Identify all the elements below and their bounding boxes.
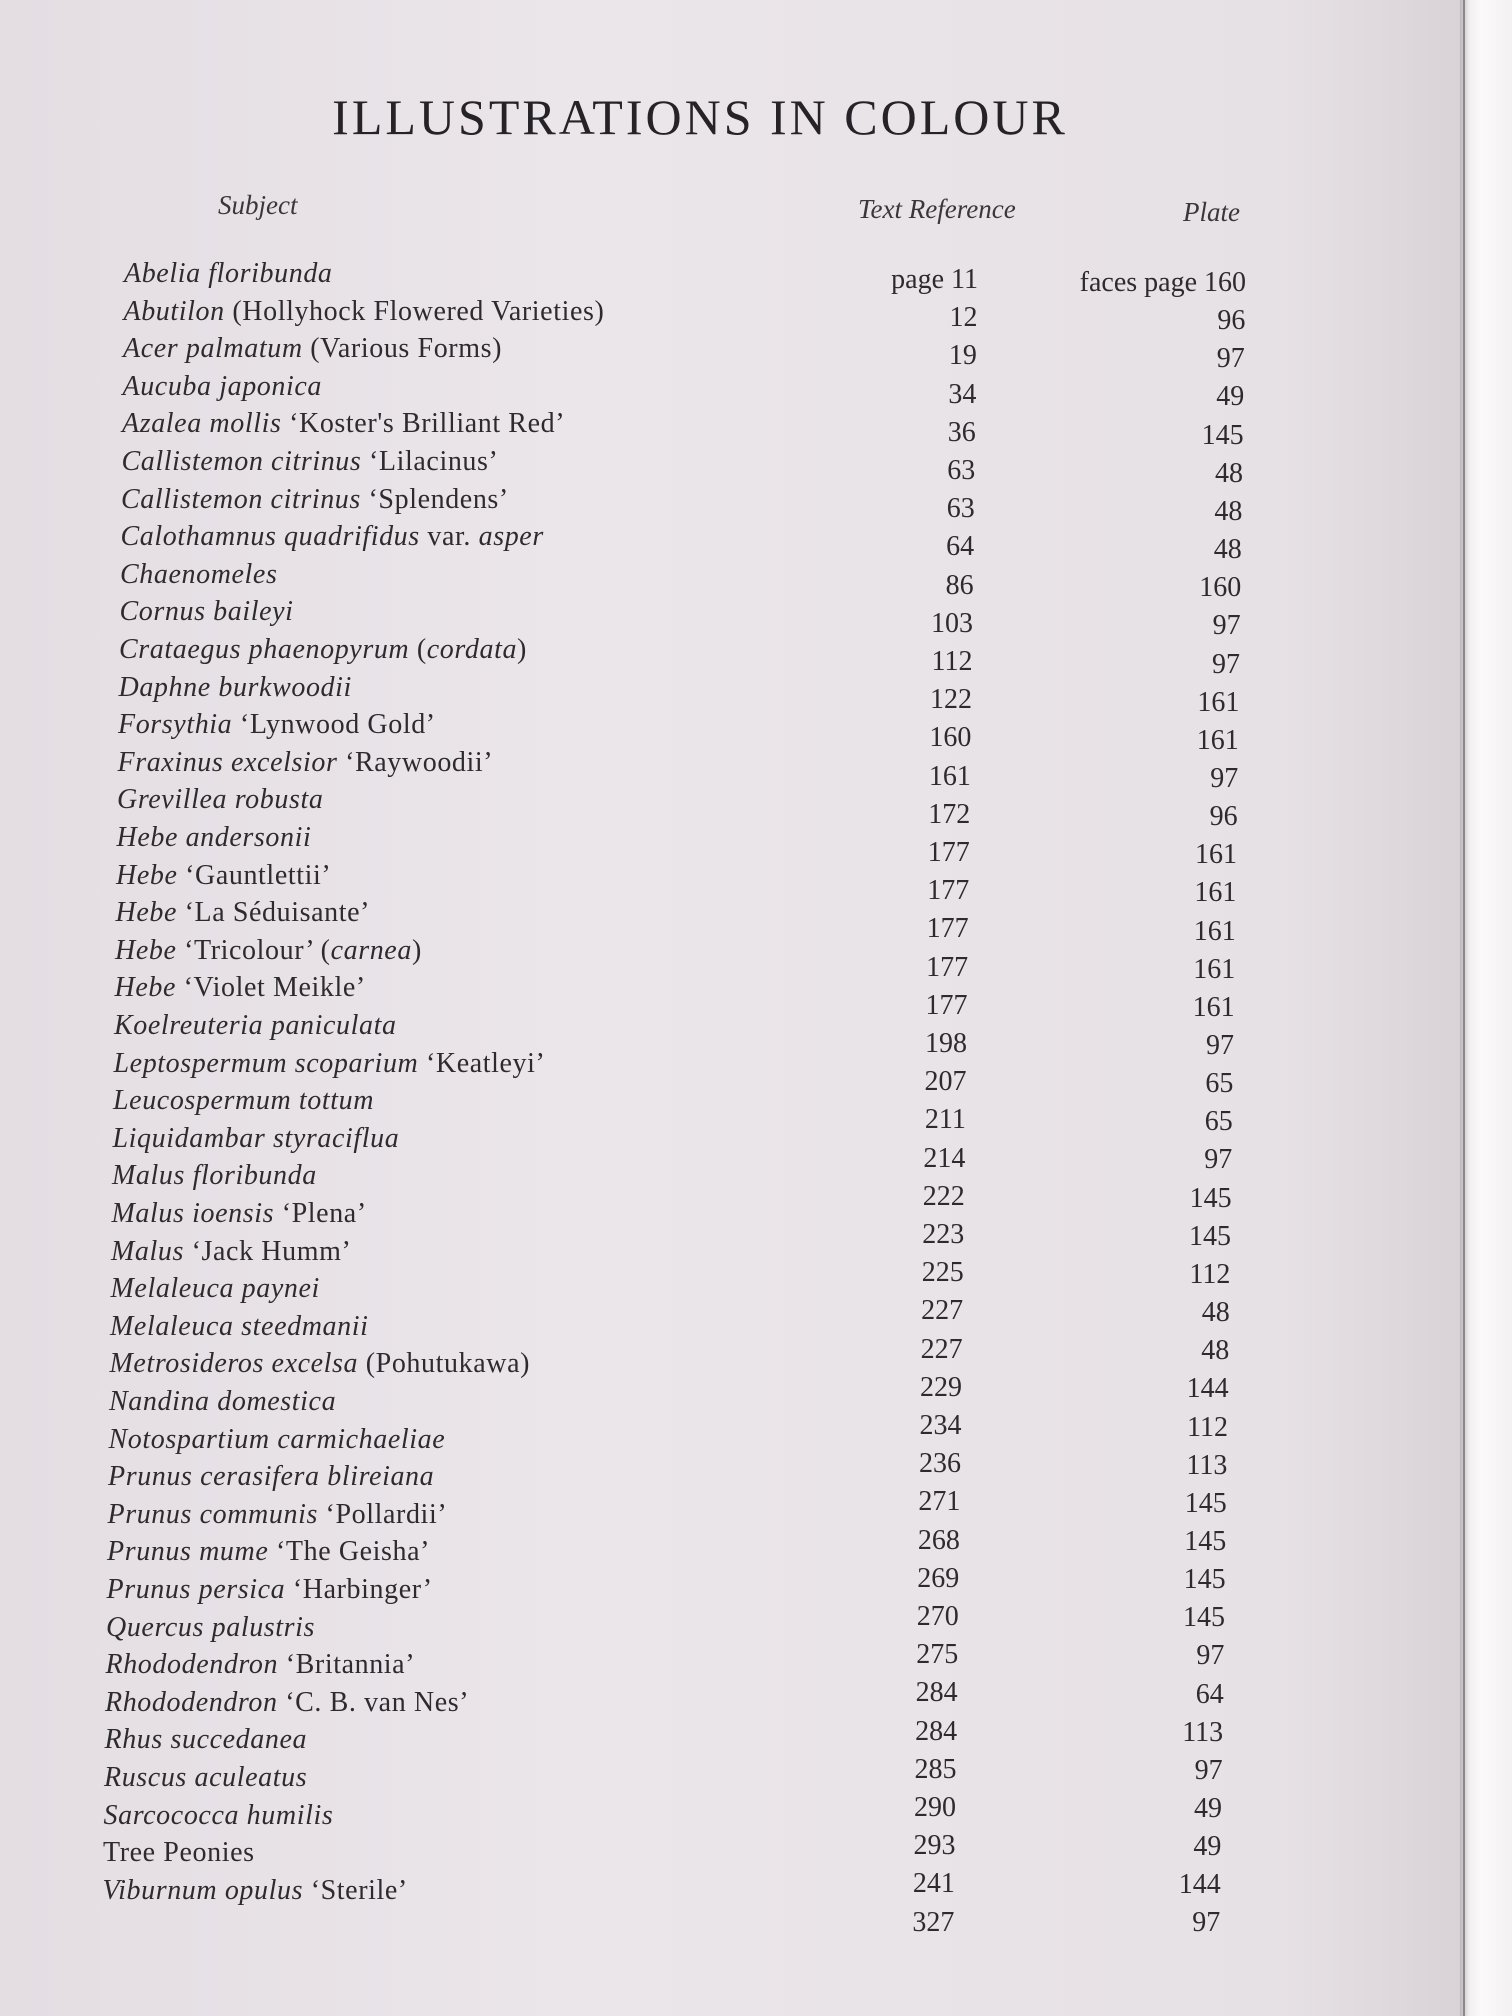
plate-cell: 160 (1199, 572, 1242, 604)
subject-text: ‘The Geisha’ (268, 1536, 431, 1568)
text-reference-cell: 112 (931, 646, 973, 677)
subject-text: ) (411, 934, 422, 966)
plate-cell: 145 (1189, 1220, 1231, 1252)
subject-text: ‘Raywoodii’ (337, 746, 494, 778)
plate-cell: 49 (1194, 1793, 1222, 1824)
subject-text: Notospartium carmichaeliae (108, 1423, 446, 1455)
subject-text: Rhododendron (105, 1686, 278, 1718)
text-reference-cell: 269 (917, 1562, 960, 1594)
subject-text: ‘Sterile’ (303, 1874, 408, 1906)
subject-cell (121, 484, 509, 516)
subject-text: Acer palmatum (123, 333, 303, 365)
plate-cell: 97 (1210, 762, 1239, 794)
subject-text: ) (517, 634, 527, 665)
text-reference-cell: 241 (912, 1868, 955, 1900)
subject-text: Hebe (114, 972, 176, 1004)
subject-cell (105, 1724, 308, 1756)
subject-text: Leptospermum scoparium (113, 1047, 419, 1079)
subject-text: Calothamnus quadrifidus (120, 521, 420, 553)
subject-text: Rhododendron (105, 1649, 279, 1681)
plate-cell: 145 (1183, 1564, 1226, 1596)
subject-text: Malus (111, 1235, 184, 1267)
subject-text: Viburnum opulus (102, 1874, 304, 1906)
text-reference-cell: 19 (948, 340, 977, 372)
subject-text: Koelreuteria paniculata (114, 1010, 397, 1041)
subject-text: (Pohutukawa) (358, 1348, 531, 1380)
subject-text: ‘Violet Meikle’ (175, 972, 366, 1004)
plate-cell: 161 (1197, 686, 1240, 718)
subject-text: Melaleuca steedmanii (110, 1310, 369, 1342)
subject-cell (103, 1875, 408, 1907)
subject-text: Hebe (115, 934, 177, 966)
text-reference-cell: 198 (925, 1028, 967, 1059)
plate-cell: 64 (1195, 1678, 1224, 1710)
subject-cell (111, 1273, 320, 1305)
illustrations-list (0, 256, 1400, 1956)
text-reference-cell: 236 (918, 1448, 961, 1480)
text-reference-cell: 12 (949, 302, 978, 334)
subject-cell (118, 747, 494, 779)
subject-text: ( (409, 634, 427, 665)
text-reference-cell: 285 (914, 1753, 957, 1785)
subject-text: Liquidambar styraciflua (112, 1122, 400, 1154)
subject-cell (122, 408, 565, 440)
subject-cell (120, 596, 294, 628)
text-reference-cell: 63 (947, 455, 976, 486)
subject-text: ‘C. B. van Nes’ (277, 1686, 470, 1718)
subject-text: Malus ioensis (111, 1198, 275, 1229)
text-reference-cell: 63 (946, 493, 975, 525)
subject-cell (112, 1198, 367, 1230)
subject-cell (103, 1837, 255, 1869)
text-reference-cell: 223 (922, 1219, 965, 1250)
plate-cell: 96 (1209, 801, 1238, 833)
subject-cell (117, 784, 323, 816)
column-header-plate: Plate (1183, 197, 1240, 227)
plate-cell: 48 (1201, 1297, 1230, 1329)
plate-cell: 144 (1178, 1869, 1221, 1901)
subject-text: Grevillea robusta (117, 784, 324, 816)
subject-cell (108, 1461, 434, 1493)
subject-cell (109, 1424, 446, 1456)
subject-text: Aucuba japonica (122, 370, 323, 402)
text-reference-cell: 64 (946, 531, 975, 563)
subject-cell (115, 972, 366, 1004)
subject-text: Malus floribunda (112, 1160, 317, 1192)
subject-text: Nandina domestica (109, 1386, 337, 1417)
subject-cell (119, 672, 352, 704)
subject-cell (117, 822, 312, 854)
subject-text: Abutilon (123, 295, 225, 327)
text-reference-cell: 227 (921, 1295, 964, 1327)
plate-cell: 97 (1216, 343, 1245, 375)
subject-cell (116, 860, 331, 892)
subject-text: ‘Plena’ (274, 1198, 367, 1229)
text-reference-cell: 327 (912, 1906, 955, 1938)
subject-text: Chaenomeles (120, 558, 278, 590)
subject-cell (119, 634, 527, 666)
text-reference-cell: 177 (927, 837, 970, 868)
subject-text: Hebe andersonii (116, 822, 312, 853)
text-reference-cell: 293 (913, 1830, 956, 1862)
subject-text: var. (419, 521, 479, 553)
subject-cell (109, 1386, 336, 1418)
plate-cell: 48 (1201, 1335, 1230, 1367)
text-reference-cell: 222 (922, 1180, 965, 1212)
subject-text: (Various Forms) (302, 333, 503, 365)
text-reference-cell: 229 (920, 1371, 963, 1403)
text-reference-cell: 284 (915, 1715, 958, 1747)
subject-cell (114, 1010, 397, 1042)
text-reference-cell: 36 (947, 416, 976, 448)
subject-text: ‘Jack Humm’ (184, 1235, 352, 1267)
plate-cell: 145 (1184, 1525, 1227, 1557)
plate-cell: 97 (1194, 1754, 1223, 1786)
subject-text: Crataegus phaenopyrum (119, 634, 410, 665)
subject-text: Callistemon citrinus (121, 483, 361, 515)
subject-cell (106, 1649, 416, 1681)
plate-cell: 97 (1196, 1640, 1225, 1672)
text-reference-cell: 160 (929, 722, 972, 754)
subject-text: Leucospermum tottum (113, 1085, 375, 1117)
page-edge (1460, 0, 1512, 2016)
subject-cell (113, 1123, 400, 1155)
plate-cell: 161 (1196, 724, 1239, 756)
subject-cell (110, 1311, 368, 1343)
plate-cell: 48 (1214, 495, 1243, 527)
text-reference-cell: 86 (945, 569, 974, 601)
subject-cell (107, 1574, 433, 1606)
plate-cell: 113 (1186, 1449, 1228, 1481)
subject-text: ‘Britannia’ (278, 1649, 416, 1681)
subject-cell (106, 1612, 315, 1644)
text-reference-cell: 234 (919, 1410, 962, 1441)
plate-cell: 49 (1193, 1831, 1222, 1863)
subject-cell (116, 897, 371, 929)
plate-cell: 161 (1195, 839, 1237, 871)
subject-text: Melaleuca paynei (110, 1273, 320, 1305)
subject-text: ‘Lilacinus’ (361, 446, 499, 477)
plate-cell: 145 (1189, 1182, 1232, 1214)
plate-cell: 49 (1216, 381, 1245, 413)
plate-cell: 97 (1204, 1144, 1233, 1176)
subject-cell (115, 935, 422, 967)
plate-cell: 97 (1192, 1907, 1221, 1939)
text-reference-cell: 161 (928, 760, 971, 792)
subject-text: ‘Tricolour’ ( (176, 934, 331, 966)
subject-text: Tree Peonies (103, 1837, 255, 1869)
subject-text: ‘Gauntlettii’ (177, 859, 332, 891)
plate-cell: 145 (1183, 1602, 1225, 1634)
subject-text: ‘Keatleyi’ (418, 1047, 546, 1079)
subject-text: Prunus persica (106, 1574, 286, 1605)
text-reference-cell: 177 (926, 951, 969, 983)
subject-cell (122, 446, 499, 478)
subject-text: Rhus succedanea (104, 1724, 308, 1756)
plate-cell: 161 (1193, 953, 1236, 985)
subject-text: ‘Lynwood Gold’ (232, 709, 436, 741)
plate-cell: faces page 160 (1079, 267, 1246, 298)
subject-text: Callistemon citrinus (121, 446, 362, 477)
subject-text: Sarcococca humilis (103, 1799, 334, 1831)
text-reference-cell: 225 (921, 1257, 964, 1289)
subject-text: Hebe (115, 897, 177, 929)
plate-cell: 145 (1184, 1487, 1227, 1519)
subject-text: (Hollyhock Flowered Varieties) (224, 295, 605, 327)
text-reference-cell: 177 (927, 875, 970, 907)
subject-text: cordata (426, 634, 518, 665)
subject-text: carnea (330, 934, 412, 966)
plate-cell: 97 (1206, 1030, 1234, 1061)
text-reference-cell: 268 (917, 1524, 960, 1556)
subject-text: Prunus communis (107, 1498, 318, 1530)
plate-cell: 112 (1187, 1411, 1228, 1443)
plate-cell: 97 (1212, 648, 1240, 680)
subject-text: Daphne burkwoodii (118, 671, 352, 703)
plate-cell: 48 (1215, 457, 1243, 489)
text-reference-cell: 227 (920, 1333, 963, 1365)
subject-cell (104, 1800, 334, 1832)
text-reference-cell: 211 (924, 1104, 966, 1136)
subject-text: Azalea mollis (122, 408, 282, 440)
subject-cell (104, 1762, 307, 1794)
page-title: ILLUSTRATIONS IN COLOUR (332, 89, 1068, 145)
text-reference-cell: 214 (923, 1142, 966, 1174)
text-reference-cell: 177 (925, 989, 968, 1021)
subject-cell (123, 371, 323, 403)
text-reference-cell: page 11 (891, 264, 978, 295)
text-reference-cell: 275 (916, 1639, 959, 1671)
subject-text: ‘Koster's Brilliant Red’ (281, 408, 566, 440)
text-reference-cell: 290 (914, 1792, 956, 1823)
subject-text: ‘Harbinger’ (285, 1574, 433, 1605)
subject-text: Metrosideros excelsa (109, 1348, 359, 1380)
subject-text: Hebe (116, 859, 178, 891)
plate-cell: 161 (1194, 877, 1237, 909)
plate-cell: 161 (1192, 991, 1235, 1023)
subject-text: Cornus baileyi (119, 596, 294, 628)
plate-cell: 65 (1204, 1106, 1233, 1138)
text-reference-cell: 172 (928, 798, 971, 830)
plate-cell: 144 (1186, 1373, 1229, 1405)
plate-cell: 96 (1217, 305, 1246, 337)
subject-cell (124, 296, 605, 328)
subject-text: Fraxinus excelsior (117, 746, 338, 778)
plate-cell: 161 (1193, 915, 1236, 947)
text-reference-cell: 284 (915, 1677, 958, 1709)
subject-cell (118, 709, 436, 741)
subject-cell (105, 1687, 469, 1719)
plate-cell: 97 (1212, 610, 1241, 642)
subject-cell (120, 559, 277, 591)
text-reference-cell: 270 (916, 1601, 959, 1632)
subject-text: Abelia floribunda (124, 258, 333, 289)
page-gutter-line (1463, 0, 1465, 2016)
subject-text: Quercus palustris (106, 1611, 316, 1643)
subject-text: asper (478, 521, 544, 553)
text-reference-cell: 271 (918, 1486, 961, 1518)
text-reference-cell: 207 (924, 1066, 967, 1098)
plate-cell: 113 (1182, 1716, 1224, 1748)
subject-cell (112, 1160, 317, 1192)
subject-cell (114, 1048, 546, 1080)
subject-text: ‘Splendens’ (360, 483, 509, 515)
subject-cell (121, 521, 544, 553)
text-reference-cell: 34 (948, 378, 977, 410)
plate-cell: 65 (1205, 1068, 1234, 1100)
subject-cell (123, 333, 502, 365)
text-reference-cell: 122 (929, 684, 972, 716)
subject-text: Prunus cerasifera blireiana (108, 1461, 435, 1493)
plate-cell: 145 (1201, 419, 1244, 451)
text-reference-cell: 103 (931, 607, 974, 639)
subject-text: ‘La Séduisante’ (176, 897, 371, 929)
subject-cell (107, 1536, 430, 1568)
plate-cell: 48 (1213, 534, 1242, 566)
subject-cell (108, 1499, 448, 1531)
subject-text: Forsythia (118, 709, 233, 741)
subject-cell (113, 1085, 374, 1117)
subject-text: Prunus mume (107, 1536, 269, 1568)
text-reference-cell: 177 (926, 913, 969, 945)
column-header-text-reference: Text Reference (858, 194, 1016, 224)
subject-text: Ruscus aculeatus (104, 1762, 308, 1793)
subject-cell (111, 1236, 351, 1268)
plate-cell: 112 (1189, 1258, 1231, 1290)
subject-text: ‘Pollardii’ (317, 1498, 448, 1530)
subject-cell (110, 1348, 531, 1380)
column-header-subject: Subject (218, 190, 298, 220)
